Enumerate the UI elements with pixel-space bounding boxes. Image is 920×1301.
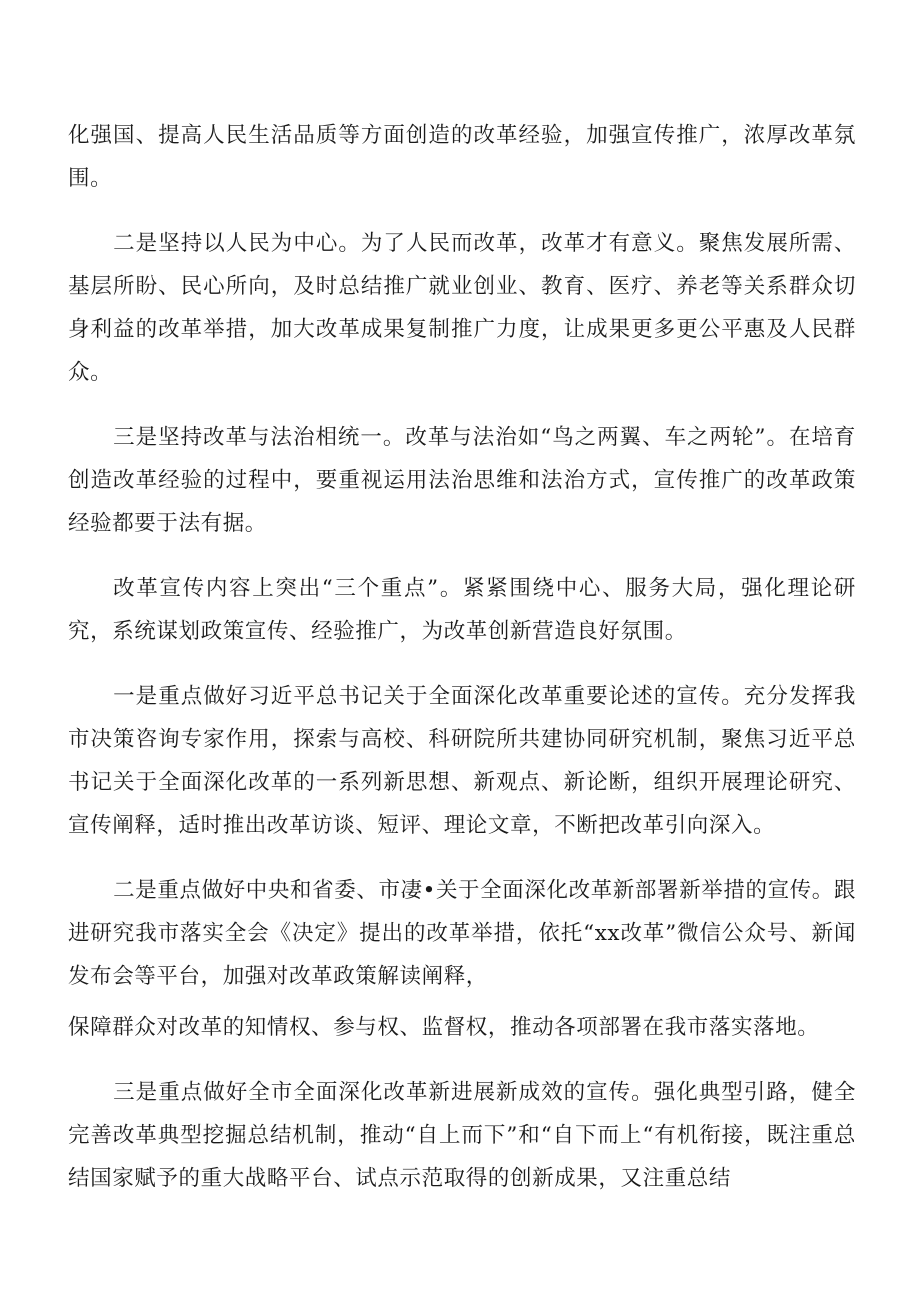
paragraph-8: 三是重点做好全市全面深化改革新进展新成效的宣传。强化典型引路，健全完善改革典型挖掘总结机制，推动“自上而下”和“自下而上“有机衔接，既注重总结国家赋予的重大战略平台、试点示范取得的创新成果，又注重总结 (68, 1080, 856, 1191)
paragraph-4: 改革宣传内容上突出“三个重点”。紧紧围绕中心、服务大局，强化理论研究，系统谋划政策宣传、经验推广，为改革创新营造良好氛围。 (68, 576, 856, 644)
document-body (68, 114, 856, 1222)
paragraph-6: 二是重点做好中央和省委、市凄•关于全面深化改革新部署新举措的宣传。跟进研究我市落实全会《决定》提出的改革举措，依托“xx改革”微信公众号、新闻发布会等平台，加强对改革政策解读阐释， (68, 878, 856, 989)
paragraph-5: 一是重点做好习近平总书记关于全面深化改革重要论述的宣传。充分发挥我市决策咨询专家作用，探索与高校、科研院所共建协同研究机制，聚焦习近平总书记关于全面深化改革的一系列新思想、新观点、新论断，组织开展理论研究、宣传阐释，适时推出改革访谈、短评、理论文章，不断把改革引向深入。 (68, 684, 856, 838)
paragraph-3: 三是坚持改革与法治相统一。改革与法治如“鸟之两翼、车之两轮”。在培育创造改革经验的过程中，要重视运用法治思维和法治方式，宣传推广的改革政策经验都要于法有据。 (68, 425, 856, 536)
paragraph-2: 二是坚持以人民为中心。为了人民而改革，改革才有意义。聚焦发展所需、基层所盼、民心所向，及时总结推广就业创业、教育、医疗、养老等关系群众切身利益的改革举措，加大改革成果复制推广力度，让成果更多更公平惠及人民群众。 (68, 231, 856, 385)
paragraph-1: 化强国、提高人民生活品质等方面创造的改革经验，加强宣传推广，浓厚改革氛围。 (68, 123, 856, 191)
paragraph-7: 保障群众对改革的知情权、参与权、监督权，推动各项部署在我市落实落地。 (68, 1015, 820, 1040)
